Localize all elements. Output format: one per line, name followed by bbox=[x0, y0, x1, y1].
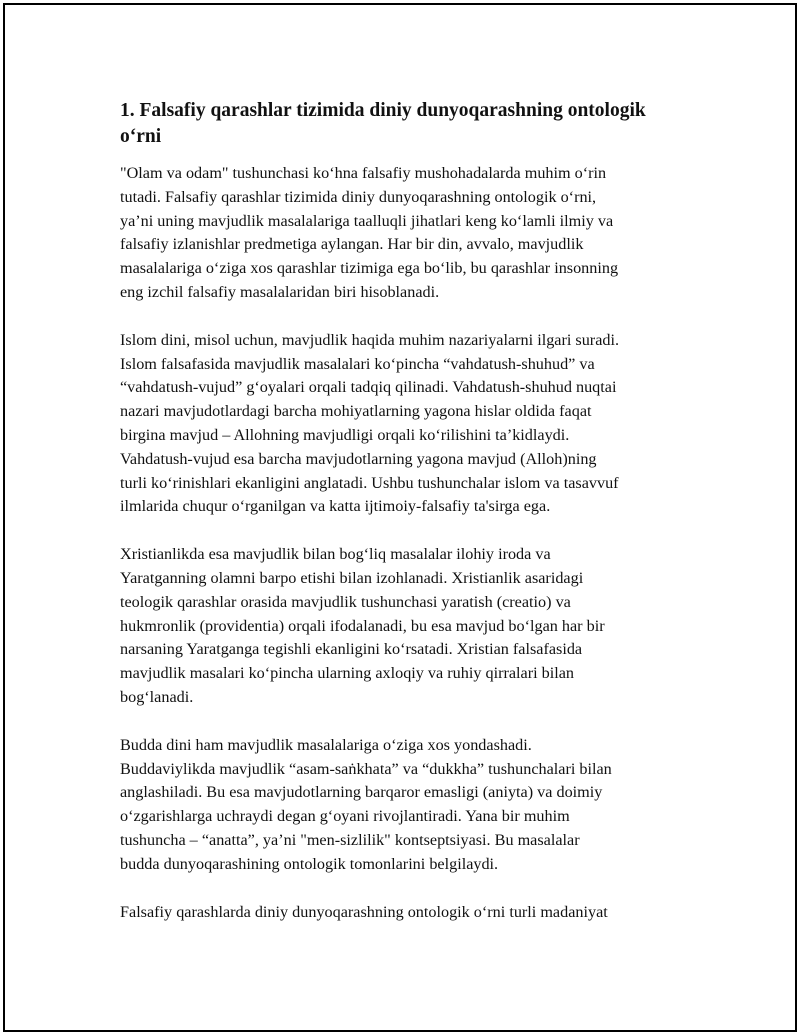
text-line: birgina mavjud – Allohning mavjudligi orqali ko‘rilishini ta’kidlaydi. bbox=[120, 425, 570, 444]
text-line: Falsafiy qarashlarda diniy dunyoqarashning ontologik o‘rni turli madaniyat bbox=[120, 902, 608, 921]
text-line: Islom dini, misol uchun, mavjudlik haqida muhim nazariyalarni ilgari suradi. bbox=[120, 330, 620, 349]
text-line: narsaning Yaratganga tegishli ekanligini ko‘rsatadi. Xristian falsafasida bbox=[120, 640, 583, 659]
text-line: “vahdatush-vujud” g‘oyalari orqali tadqiq qilinadi. Vahdatush-shuhud nuqtai bbox=[120, 378, 617, 397]
text-line: mavjudlik masalari ko‘pincha ularning axloqiy va ruhiy qirralari bilan bbox=[120, 664, 575, 683]
text-line: "Olam va odam" tushunchasi ko‘hna falsafiy mushohadalarda muhim o‘rin bbox=[120, 164, 607, 182]
text-line: nazari mavjudotlardagi barcha mohiyatlarning yagona hislar oldida faqat bbox=[120, 402, 592, 421]
title-line: o‘rni bbox=[120, 126, 162, 147]
page-frame bbox=[3, 3, 797, 1032]
text-line: masalalariga o‘ziga xos qarashlar tizimiga ega bo‘lib, bu qarashlar insonning bbox=[120, 259, 619, 278]
text-line: Budda dini ham mavjudlik masalalariga o‘ziga xos yondashadi. bbox=[120, 735, 532, 754]
text-line: Islom falsafasida mavjudlik masalalari ko‘pincha “vahdatush-shuhud” va bbox=[120, 354, 595, 373]
text-line: eng izchil falsafiy masalalaridan biri hisoblanadi. bbox=[120, 282, 440, 301]
text-line: anglashiladi. Bu esa mavjudotlarning barqaror emasligi (aniyta) va doimiy bbox=[120, 783, 603, 802]
paragraph-islom bbox=[120, 329, 690, 519]
paragraph-xristianlik bbox=[120, 543, 690, 710]
paragraph-budda bbox=[120, 734, 690, 877]
text-line: turli ko‘rinishlari ekanligini anglatadi. Ushbu tushunchalar islom va tasavvuf bbox=[120, 473, 619, 492]
document-body bbox=[120, 98, 690, 948]
text-line: hukmronlik (providentia) orqali ifodalanadi, bu esa mavjud bo‘lgan har bir bbox=[120, 616, 605, 635]
text-line: o‘zgarishlarga uchraydi degan g‘oyani rivojlantiradi. Yana bir muhim bbox=[120, 807, 570, 826]
text-line: teologik qarashlar orasida mavjudlik tushunchasi yaratish (creatio) va bbox=[120, 592, 571, 611]
text-line: Yaratganning olamni barpo etishi bilan izohlanadi. Xristianlik asaridagi bbox=[120, 568, 584, 587]
section-title bbox=[120, 98, 690, 150]
paragraph-olam-va-odam bbox=[120, 162, 690, 305]
text-line: tushuncha – “anatta”, ya’ni "men-sizlilik" kontseptsiyasi. Bu masalalar bbox=[120, 830, 580, 849]
title-line: 1. Falsafiy qarashlar tizimida diniy dunyoqarashning ontologik bbox=[120, 100, 646, 121]
text-line: ya’ni uning mavjudlik masalalariga taalluqli jihatlari keng ko‘lamli ilmiy va bbox=[120, 211, 614, 230]
text-line: ilmlarida chuqur o‘rganilgan va katta ijtimoiy-falsafiy ta'sirga ega. bbox=[120, 497, 551, 516]
text-line: Xristianlikda esa mavjudlik bilan bog‘liq masalalar ilohiy iroda va bbox=[120, 545, 551, 564]
text-line: bog‘lanadi. bbox=[120, 687, 194, 706]
text-line: falsafiy izlanishlar predmetiga aylangan. Har bir din, avvalo, mavjudlik bbox=[120, 235, 584, 254]
paragraph-falsafiy-qarashlar bbox=[120, 901, 690, 925]
text-line: Vahdatush-vujud esa barcha mavjudotlarning yagona mavjud (Alloh)ning bbox=[120, 449, 597, 468]
text-line: budda dunyoqarashining ontologik tomonlarini belgilaydi. bbox=[120, 854, 499, 873]
text-line: tutadi. Falsafiy qarashlar tizimida diniy dunyoqarashning ontologik o‘rni, bbox=[120, 187, 597, 206]
text-line: Buddaviylikda mavjudlik “asam-saṅkhata” va “dukkha” tushunchalari bilan bbox=[120, 759, 612, 778]
